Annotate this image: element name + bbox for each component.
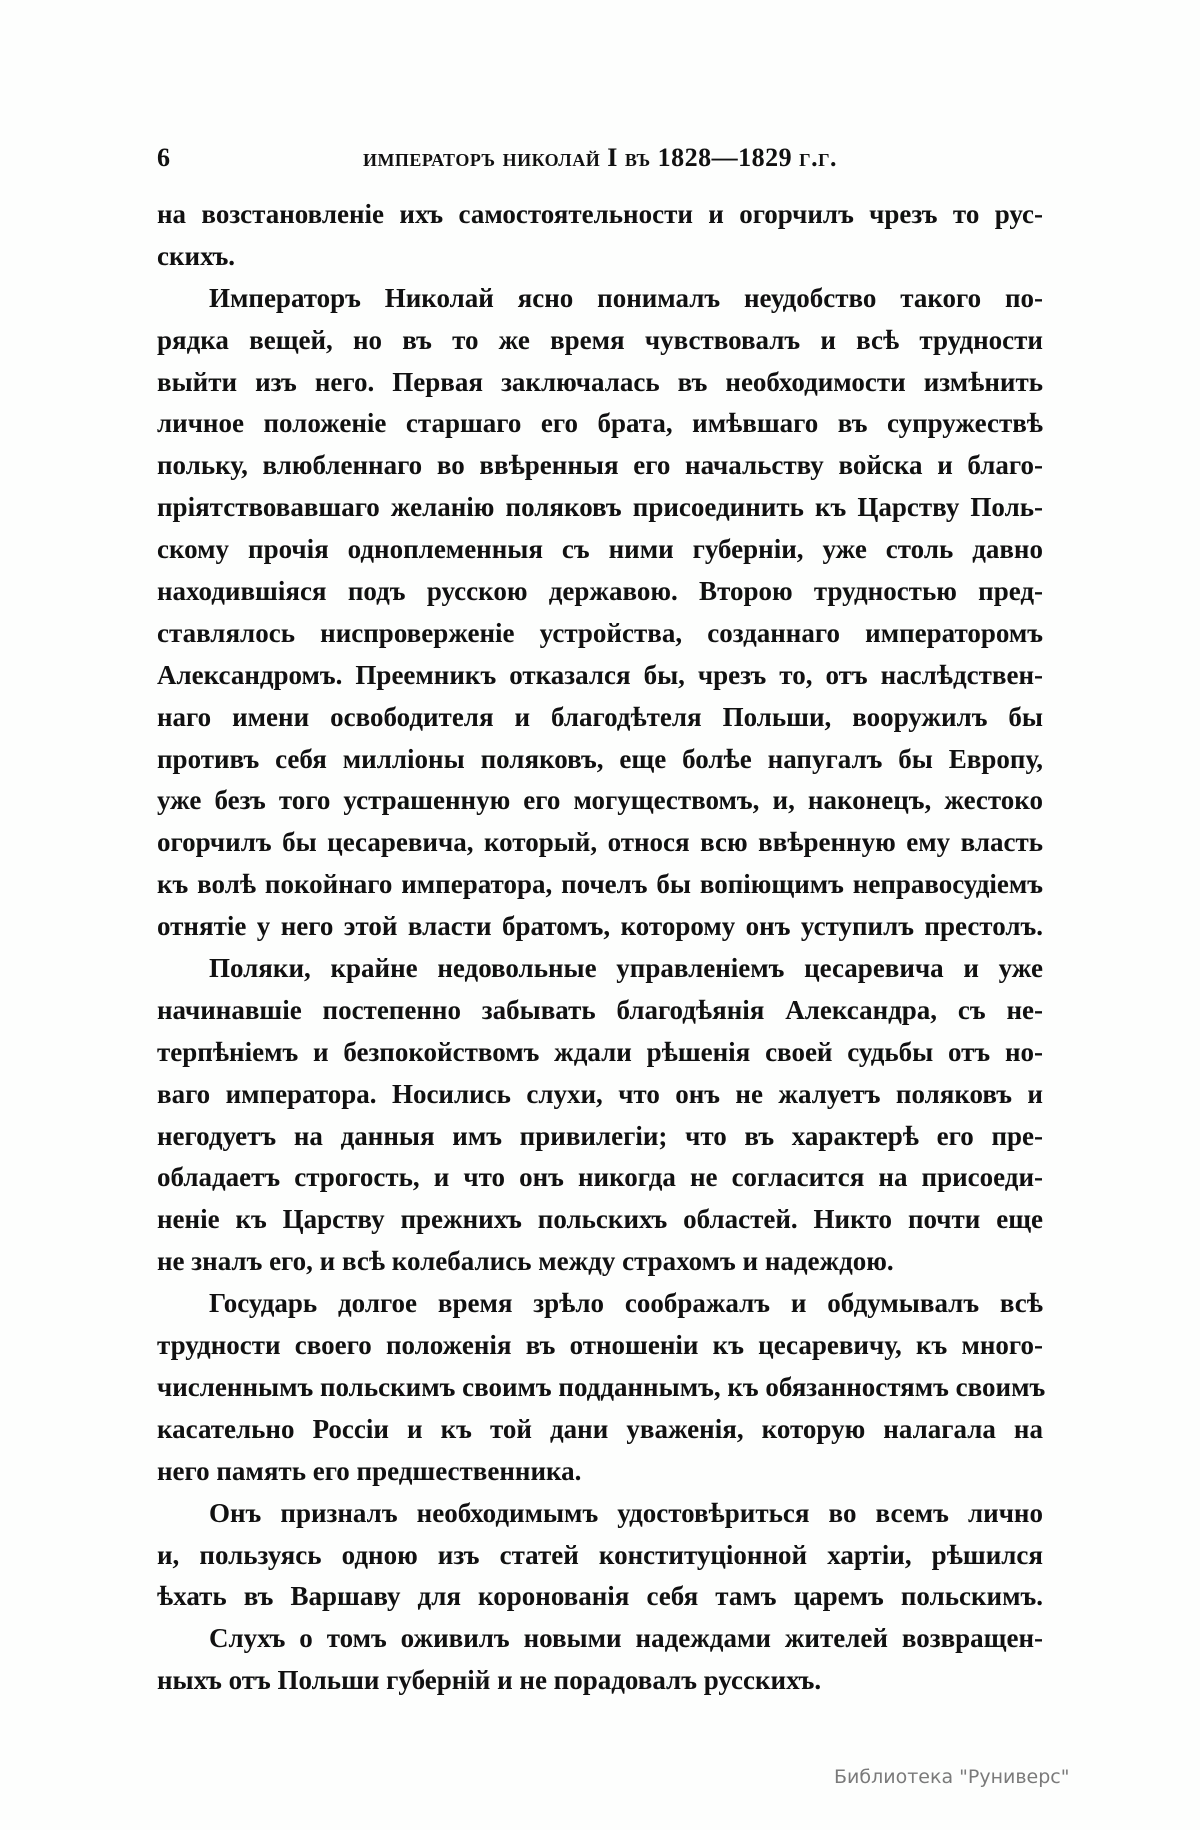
text-line: негодуетъ на данныя имъ привилегіи; что въ характерѣ его пре- bbox=[157, 1120, 1043, 1151]
text-line: огорчилъ бы цесаревича, который, относя всю ввѣренную ему власть bbox=[157, 827, 1043, 858]
text-line: касательно Россіи и къ той дани уваженія, которую налагала на bbox=[157, 1413, 1043, 1444]
text-line: обладаетъ строгость, и что онъ никогда не согласится на присоеди- bbox=[157, 1162, 1043, 1193]
text-line: скихъ. bbox=[157, 240, 236, 271]
text-line: Поляки, крайне недовольные управленіемъ цесаревича и уже bbox=[209, 953, 1043, 984]
text-line: находившіяся подъ русскою державою. Второю трудностью пред- bbox=[157, 576, 1043, 607]
text-line: ставлялось ниспроверженіе устройства, созданнаго императоромъ bbox=[157, 617, 1043, 648]
text-line: на возстановленіе ихъ самостоятельности и огорчилъ чрезъ то рус- bbox=[157, 199, 1043, 229]
text-line: ѣхать въ Варшаву для коронованія себя тамъ царемъ польскимъ. bbox=[157, 1581, 1043, 1612]
text-line: Александромъ. Преемникъ отказался бы, чрезъ то, отъ наслѣдствен- bbox=[157, 659, 1043, 690]
text-line: не зналъ его, и всѣ колебались между страхомъ и надеждою. bbox=[157, 1246, 894, 1277]
text-line: пріятствовавшаго желанію поляковъ присоединить къ Царству Поль- bbox=[157, 492, 1043, 523]
text-line: наго имени освободителя и благодѣтеля Польши, вооружилъ бы bbox=[157, 701, 1043, 732]
text-line: ваго императора. Носились слухи, что онъ не жалуетъ поляковъ и bbox=[157, 1078, 1043, 1109]
text-line: Императоръ Николай ясно понималъ неудобство такого по- bbox=[209, 282, 1043, 313]
text-line: неніе къ Царству прежнихъ польскихъ областей. Никто почти еще bbox=[157, 1204, 1043, 1235]
text-line: рядка вещей, но въ то же время чувствовалъ и всѣ трудности bbox=[157, 324, 1043, 355]
text-line: Слухъ о томъ оживилъ новыми надеждами жителей возвращен- bbox=[209, 1623, 1043, 1654]
text-line: скому прочія одноплеменныя съ ними губерніи, уже столь давно bbox=[157, 534, 1043, 565]
text-line: терпѣніемъ и безпокойствомъ ждали рѣшенія своей судьбы отъ но- bbox=[157, 1036, 1043, 1067]
text-line: противъ себя милліоны поляковъ, еще болѣе напугалъ бы Европу, bbox=[157, 743, 1043, 774]
text-line: уже безъ того устрашенную его могуществомъ, и, наконецъ, жестоко bbox=[157, 785, 1043, 816]
text-line: и, пользуясь одною изъ статей конституціонной хартіи, рѣшился bbox=[157, 1539, 1043, 1570]
text-line: трудности своего положенія въ отношеніи къ цесаревичу, къ много- bbox=[157, 1330, 1043, 1361]
text-line: численнымъ польскимъ своимъ подданнымъ, къ обязанностямъ своимъ bbox=[157, 1371, 1046, 1402]
text-line: къ волѣ покойнаго императора, почелъ бы вопіющимъ неправосудіемъ bbox=[157, 869, 1043, 900]
body-text bbox=[157, 194, 1046, 1702]
text-line: выйти изъ него. Первая заключалась въ необходимости измѣнить bbox=[157, 366, 1043, 397]
library-watermark: Библиотека "Руниверс" bbox=[834, 1766, 1070, 1788]
text-line: отнятіе у него этой власти братомъ, которому онъ уступилъ престолъ. bbox=[157, 911, 1043, 942]
text-line: Государь долгое время зрѣло соображалъ и обдумывалъ всѣ bbox=[209, 1288, 1043, 1319]
text-line: начинавшіе постепенно забывать благодѣянія Александра, съ не- bbox=[157, 994, 1043, 1025]
running-title: императоръ николай I въ 1828—1829 г.г. bbox=[362, 143, 838, 172]
text-line: ныхъ отъ Польши губерній и не порадовалъ русскихъ. bbox=[157, 1665, 822, 1696]
page-number: 6 bbox=[157, 143, 170, 172]
text-line: него память его предшественника. bbox=[157, 1455, 582, 1486]
page-header bbox=[157, 143, 1043, 183]
text-line: личное положеніе старшаго его брата, имѣвшаго въ супружествѣ bbox=[157, 408, 1043, 439]
text-line: Онъ призналъ необходимымъ удостовѣриться во всемъ лично bbox=[209, 1497, 1043, 1528]
text-line: польку, влюбленнаго во ввѣренныя его начальству войска и благо- bbox=[157, 450, 1043, 481]
